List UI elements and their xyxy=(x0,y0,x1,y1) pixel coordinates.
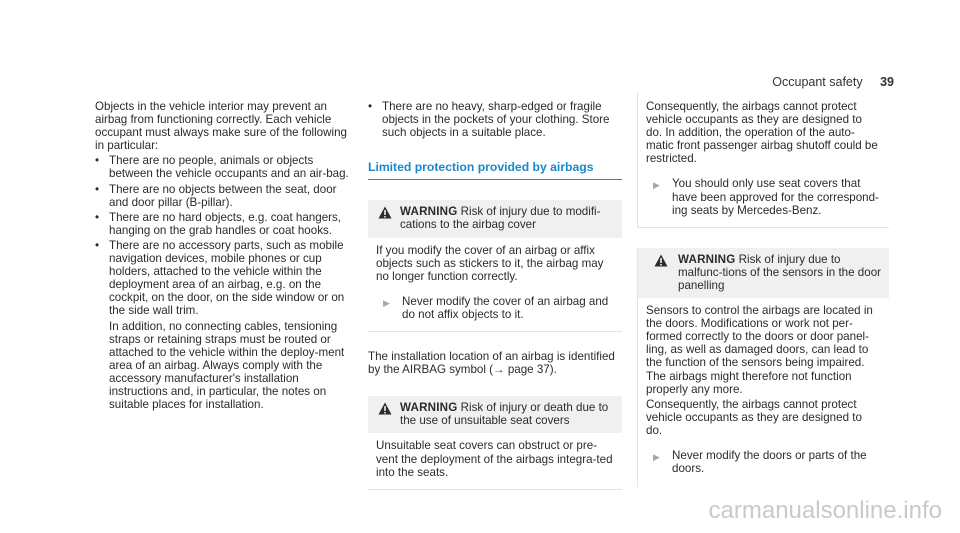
column-3 xyxy=(637,100,889,487)
list-item: • There are no heavy, sharp-edged or fragile objects in the pockets of your clothing. Store such objects in a suitable place. xyxy=(368,100,622,139)
warning-triangle-icon xyxy=(378,402,392,415)
warning-text: Consequently, the airbags cannot protect vehicle occupants as they are designed to do. In addition, the operation of the auto-matic front passenger airbag shutoff could be restricted. xyxy=(646,100,878,166)
warning-title: Risk of injury due to modifi-cations to the airbag cover xyxy=(400,205,601,232)
instruction-step xyxy=(646,177,881,216)
warning-text: Sensors to control the airbags are located in the doors. Modifications or work not per-formed correctly to the doors or door panel-ling, as well as damaged doors, can lead to the function of the sensors being impaired. The airbags might therefore not function properly any more. xyxy=(646,304,873,396)
warning-continuation xyxy=(637,92,889,228)
arrow-right-icon: ▶ xyxy=(653,180,660,191)
step-text: You should only use seat covers that have been approved for the correspond-ing seats by Mercedes-Benz. xyxy=(672,177,879,217)
section-heading: Limited protection provided by airbags xyxy=(368,161,622,180)
warning-body xyxy=(368,433,622,488)
arrow-right-icon: ▶ xyxy=(653,451,660,462)
warning-title: Risk of injury or death due to the use of unsuitable seat covers xyxy=(400,401,609,428)
list-item: • There are no objects between the seat, door and door pillar (B-pillar). xyxy=(95,183,357,209)
warning-body xyxy=(368,238,622,331)
list-item: • There are no hard objects, e.g. coat hangers, hanging on the grab handles or coat hooks. xyxy=(95,211,357,237)
step-text: Never modify the cover of an airbag and do not affix objects to it. xyxy=(402,294,609,321)
bullet-list xyxy=(368,100,622,139)
warning-text: Unsuitable seat covers can obstruct or pre-vent the deployment of the airbags integra-ted into the seats. xyxy=(376,439,613,479)
warning-triangle-icon xyxy=(378,206,392,219)
step-text: Never modify the doors or parts of the doors. xyxy=(672,448,867,476)
page-header xyxy=(772,75,894,89)
intro-paragraph: Objects in the vehicle interior may prevent an airbag from functioning correctly. Each vehicle occupant must always make sure of the following in particular: xyxy=(95,100,347,153)
warning-text: If you modify the cover of an airbag or affix objects such as stickers to it, the airbag may no longer function correctly. xyxy=(376,243,604,283)
list-item: • There are no accessory parts, such as mobile navigation devices, mobile phones or cup holders, attached to the vehicle within the deployment area of an airbag, e.g. on the cockpit, on the door, on the side window or on the side wall trim. xyxy=(95,239,357,318)
warning-box-cover xyxy=(368,200,622,332)
warning-header xyxy=(368,396,622,433)
warning-header xyxy=(638,248,889,298)
installation-paragraph: The installation location of an airbag is identified by the AIRBAG symbol (→ page 37). xyxy=(368,350,615,377)
warning-text: Consequently, the airbags cannot protect vehicle occupants as they are designed to do. xyxy=(646,397,862,437)
section-title: Occupant safety xyxy=(772,75,863,89)
column-1 xyxy=(95,100,357,411)
bullet-list xyxy=(95,154,357,317)
instruction-step xyxy=(376,295,614,321)
page-number: 39 xyxy=(880,75,894,89)
warning-title: Risk of injury due to malfunc-tions of the sensors in the door panelling xyxy=(678,252,881,292)
warning-header xyxy=(368,200,622,237)
continuation-paragraph: In addition, no connecting cables, tensioning straps or retaining straps must be routed or attached to the vehicle within the deploy-ment area of an airbag. Always comply with the accessory manufacturer's installation instructions and, in particular, the notes on suitable places for installation. xyxy=(109,319,345,412)
warning-label: WARNING xyxy=(400,401,458,415)
warning-box-seat-covers xyxy=(368,396,622,489)
warning-body xyxy=(638,298,889,487)
instruction-step xyxy=(646,449,881,475)
warning-box-door-sensors xyxy=(637,248,889,487)
column-2 xyxy=(368,100,622,490)
arrow-right-icon: ▶ xyxy=(383,297,390,308)
warning-triangle-icon xyxy=(654,254,668,267)
warning-label: WARNING xyxy=(678,252,736,266)
watermark: carmanualsonline.info xyxy=(708,497,942,524)
warning-label: WARNING xyxy=(400,205,458,219)
list-item: • There are no people, animals or objects between the vehicle occupants and an air-bag. xyxy=(95,154,357,180)
